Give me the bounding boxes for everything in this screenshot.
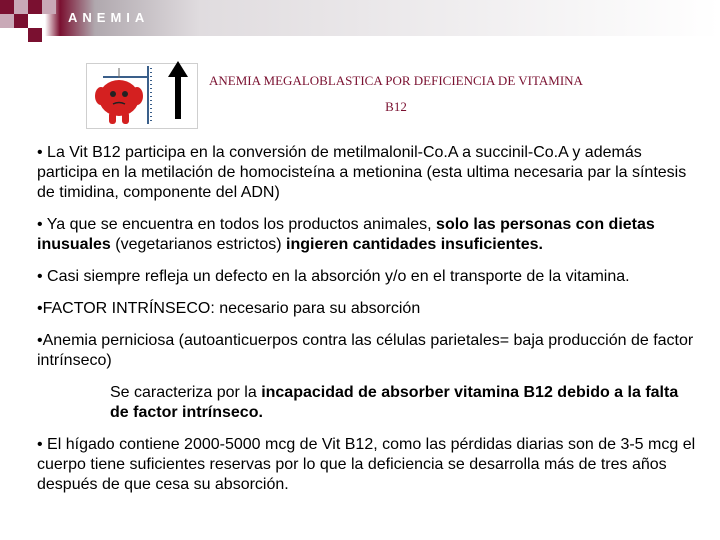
- paragraph-characterization: Se caracteriza por la incapacidad de absorber vitamina B12 debido a la falta de factor intrínseco.: [110, 384, 679, 421]
- title-line-2: B12: [385, 99, 407, 114]
- section-label: ANEMIA: [68, 10, 150, 25]
- page-title: [186, 68, 606, 120]
- slide-body: [37, 143, 697, 507]
- paragraph-intrinsic-factor: •FACTOR INTRÍNSECO: necesario para su absorción: [37, 300, 421, 317]
- paragraph-pernicious-anemia: •Anemia perniciosa (autoanticuerpos contra las células parietales= baja producción de factor intrínseco): [37, 332, 694, 369]
- paragraph-liver-reserves: • El hígado contiene 2000-5000 mcg de Vit B12, como las pérdidas diarias son de 3-5 mcg el cuerpo tiene suficientes reservas por lo que la deficiencia se desarrolla más de tres años después de que cesa su absorción.: [37, 436, 696, 493]
- red-blood-cell-icon: [89, 66, 149, 128]
- paragraph-absorption-defect: • Casi siempre refleja un defecto en la absorción y/o en el transporte de la vitamina.: [37, 268, 630, 285]
- arrow-up-icon: [168, 61, 188, 119]
- paragraph-vit-b12-role: • La Vit B12 participa en la conversión de metilmalonil-Co.A a succinil-Co.A y además participa en la metilación de homocisteína a metionina (esta ultima necesaria par la síntesis de timidina, componente del ADN): [37, 144, 687, 201]
- title-line-1: ANEMIA MEGALOBLASTICA POR DEFICIENCIA DE VITAMINA: [209, 73, 583, 88]
- paragraph-dietary-sources: • Ya que se encuentra en todos los productos animales, solo las personas con dietas inusuales (vegetarianos estrictos) ingieren cantidades insuficientes.: [37, 216, 655, 253]
